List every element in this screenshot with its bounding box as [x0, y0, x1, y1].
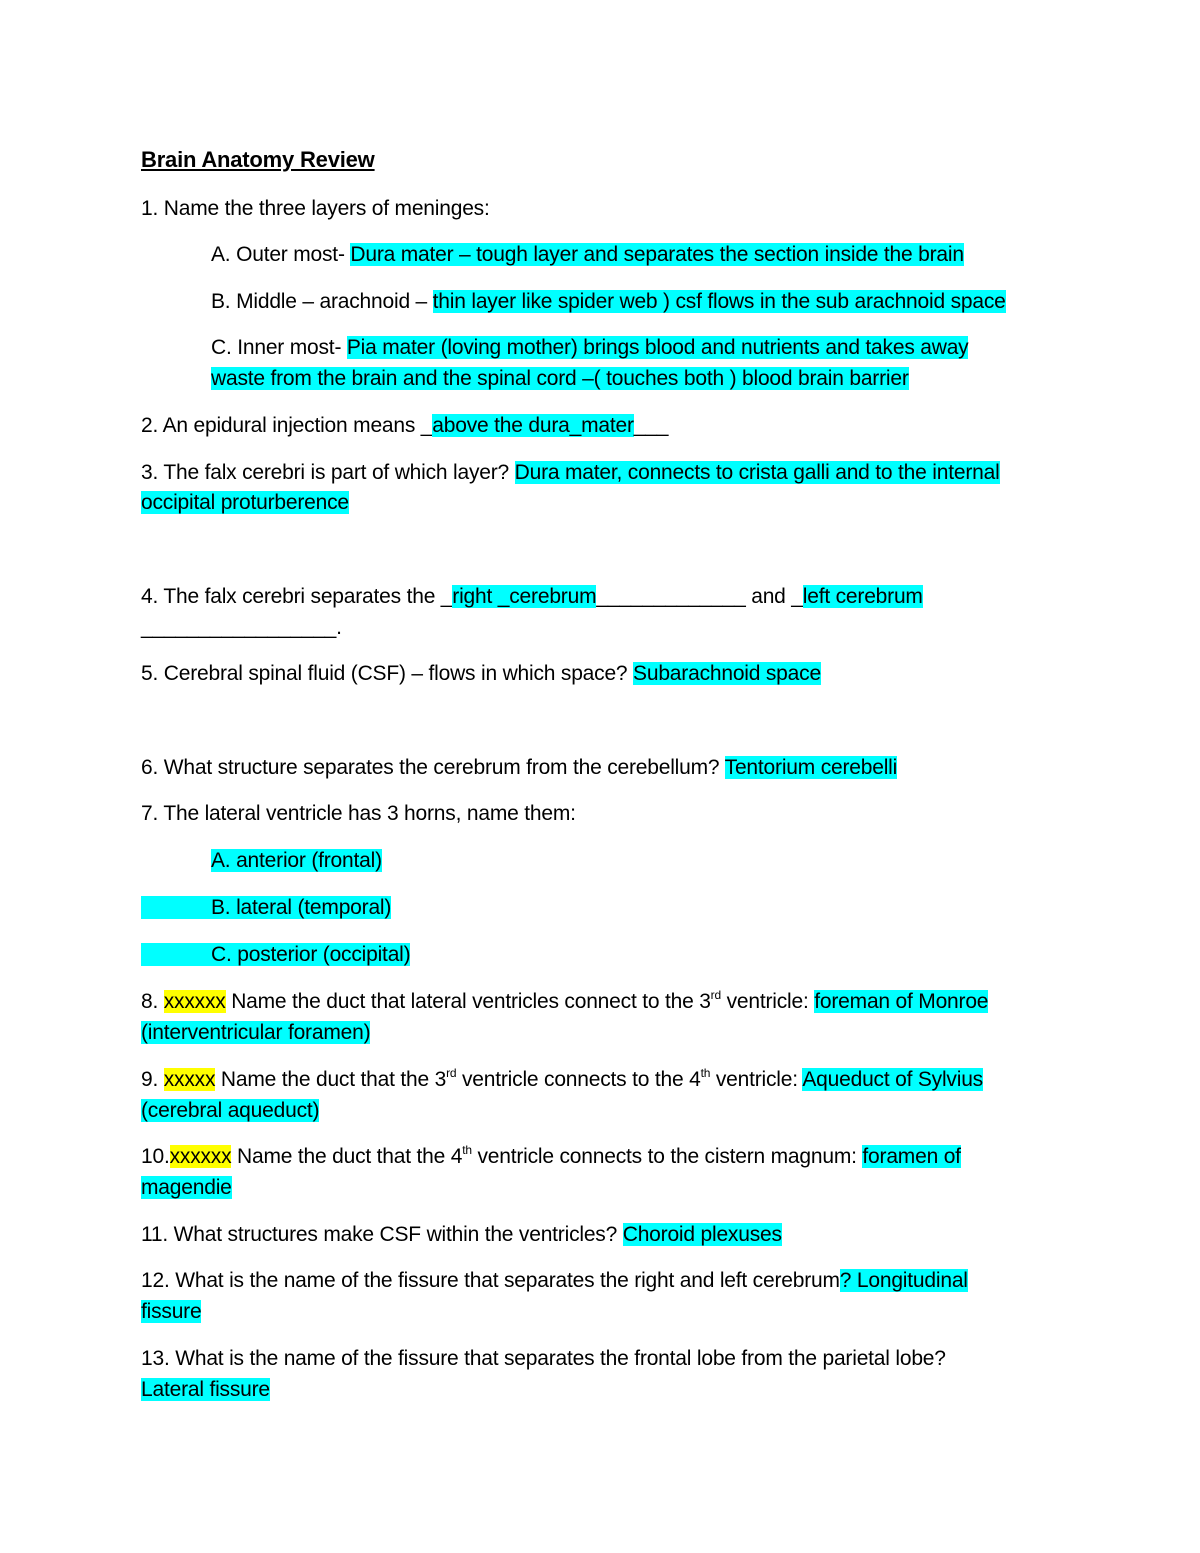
question-9-cont [141, 1097, 319, 1125]
question-12-cont [141, 1298, 201, 1326]
question-2 [141, 412, 668, 440]
answer: Pia mater (loving mother) brings blood and nutrients and takes away [346, 336, 969, 359]
blank: _____________ and _ [596, 585, 803, 608]
answer: Subarachnoid space [633, 662, 821, 685]
answer: waste from the brain and the spinal cord –( touches both ) blood brain barrier [211, 367, 909, 390]
question-7: 7. The lateral ventricle has 3 horns, name them: [141, 802, 576, 825]
answer: ? Longitudinal [839, 1269, 968, 1292]
question-13: 13. What is the name of the fissure that separates the frontal lobe from the parietal lobe? [141, 1347, 946, 1370]
question-7-a [211, 847, 382, 875]
number: 10. [141, 1145, 170, 1168]
question-7-b [141, 894, 391, 922]
answer: Choroid plexuses [622, 1223, 782, 1246]
blank: ___ [633, 414, 669, 437]
question-12 [141, 1267, 968, 1295]
answer: foramen of [862, 1145, 961, 1168]
mark: xxxxx [163, 1068, 216, 1091]
answer: right _cerebrum [452, 585, 597, 608]
question-5 [141, 660, 821, 688]
answer: thin layer like spider web ) csf flows in the sub arachnoid space [432, 290, 1006, 313]
question-text: ventricle: [710, 1068, 803, 1091]
question-1-a [211, 241, 964, 269]
question-1-b [211, 288, 1006, 316]
question-8-cont [141, 1019, 370, 1047]
question-10-cont [141, 1174, 232, 1202]
answer: foreman of Monroe [814, 990, 989, 1013]
number: 9. [141, 1068, 164, 1091]
superscript: rd [446, 1066, 457, 1080]
answer: Aqueduct of Sylvius [802, 1068, 983, 1091]
answer-text: C. posterior (occipital) [211, 943, 411, 966]
question-text: Name the duct that the 4 [231, 1145, 463, 1168]
superscript: rd [710, 988, 721, 1002]
answer: A. anterior (frontal) [211, 849, 382, 872]
answer: above the dura_mater [432, 414, 634, 437]
answer: (cerebral aqueduct) [141, 1099, 320, 1122]
label: C. Inner most- [211, 336, 347, 359]
question-3 [141, 459, 1000, 487]
label: B. Middle – arachnoid – [211, 290, 433, 313]
question-1-c [211, 334, 968, 362]
answer: magendie [141, 1176, 232, 1199]
number: 8. [141, 990, 164, 1013]
answer: (interventricular foramen) [141, 1021, 371, 1044]
question-text: ventricle connects to the 4 [456, 1068, 701, 1091]
label: A. Outer most- [211, 243, 351, 266]
question-text: 2. An epidural injection means _ [141, 414, 433, 437]
question-7-c [141, 941, 410, 969]
answer-text: B. lateral (temporal) [211, 896, 392, 919]
question-11 [141, 1221, 782, 1249]
question-text: ventricle connects to the cistern magnum: [471, 1145, 863, 1168]
page-title: Brain Anatomy Review [141, 147, 375, 172]
question-1-c-cont [211, 365, 909, 393]
question-13-cont [141, 1376, 270, 1404]
answer: fissure [141, 1300, 202, 1323]
question-text: 12. What is the name of the fissure that separates the right and left cerebrum [141, 1269, 840, 1292]
answer: Tentorium cerebelli [724, 756, 898, 779]
question-3-cont [141, 489, 349, 517]
question-8 [141, 988, 988, 1016]
superscript: th [462, 1143, 472, 1157]
question-6 [141, 754, 897, 782]
question-text: ventricle: [720, 990, 815, 1013]
mark: xxxxxx [169, 1145, 232, 1168]
question-text: 4. The falx cerebri separates the _ [141, 585, 453, 608]
superscript: th [700, 1066, 711, 1080]
question-1: 1. Name the three layers of meninges: [141, 197, 490, 220]
answer [141, 896, 391, 919]
question-text: Name the duct that the 3 [215, 1068, 447, 1091]
answer: left cerebrum [802, 585, 923, 608]
answer [141, 943, 410, 966]
answer: Lateral fissure [141, 1378, 270, 1401]
question-10 [141, 1143, 961, 1171]
answer: Dura mater – tough layer and separates the section inside the brain [350, 243, 964, 266]
question-9 [141, 1066, 983, 1094]
question-text: Name the duct that lateral ventricles connect to the 3 [225, 990, 711, 1013]
question-text: 6. What structure separates the cerebrum from the cerebellum? [141, 756, 725, 779]
question-text: 11. What structures make CSF within the ventricles? [141, 1223, 623, 1246]
answer: Dura mater, connects to crista galli and to the internal [514, 461, 1000, 484]
answer: occipital proturberence [141, 491, 349, 514]
mark: xxxxxx [163, 990, 226, 1013]
question-4 [141, 583, 923, 611]
question-text: 5. Cerebral spinal fluid (CSF) – flows in which space? [141, 662, 634, 685]
question-text: 3. The falx cerebri is part of which layer? [141, 461, 515, 484]
question-4-cont: _________________. [141, 616, 342, 639]
